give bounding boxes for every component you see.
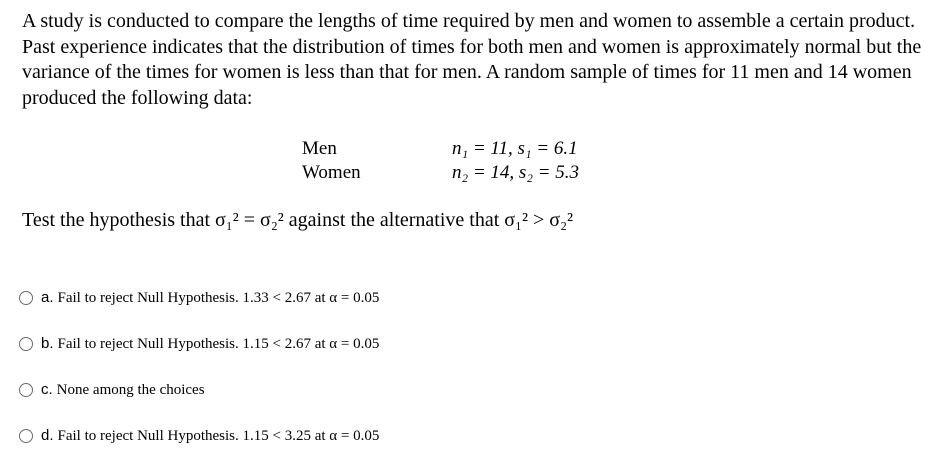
choice-b-text: Fail to reject Null Hypothesis. 1.15 < 2.67 at α = 0.05 [57, 336, 380, 352]
choice-c-text: None among the choices [56, 382, 205, 398]
women-label: Women [302, 162, 361, 183]
choice-b-letter: b. [41, 335, 54, 352]
radio-d[interactable] [19, 429, 33, 443]
choice-d-text: Fail to reject Null Hypothesis. 1.15 < 3.25 at α = 0.05 [57, 428, 380, 444]
choice-c-letter: c. [41, 381, 53, 398]
choice-a-letter: a. [41, 289, 54, 306]
choice-d[interactable] [14, 426, 714, 472]
choice-b[interactable] [14, 334, 714, 380]
choice-d-letter: d. [41, 427, 54, 444]
radio-c[interactable] [19, 383, 33, 397]
choice-a-text: Fail to reject Null Hypothesis. 1.33 < 2.67 at α = 0.05 [57, 290, 380, 306]
hypothesis-statement: Test the hypothesis that σ₁² = σ₂² against the alternative that σ₁² > σ₂² [22, 209, 574, 231]
men-label: Men [302, 138, 337, 159]
choice-c[interactable] [14, 380, 714, 426]
data-table [0, 138, 945, 190]
men-values: n₁ = 11, s₁ = 6.1 [452, 138, 578, 159]
choice-a[interactable] [14, 288, 714, 334]
answer-choices [14, 288, 714, 472]
radio-a[interactable] [19, 291, 33, 305]
women-values: n₂ = 14, s₂ = 5.3 [452, 162, 579, 183]
radio-b[interactable] [19, 337, 33, 351]
question-paragraph: A study is conducted to compare the lengths of time required by men and women to assemble a certain product. Past experience indicates that the distribution of times for both men and women is approximately normal but the variance of the times for women is less than that for men. A random sample of times for 11 men and 14 women produced the following data: [22, 10, 922, 109]
question-text [22, 9, 937, 111]
